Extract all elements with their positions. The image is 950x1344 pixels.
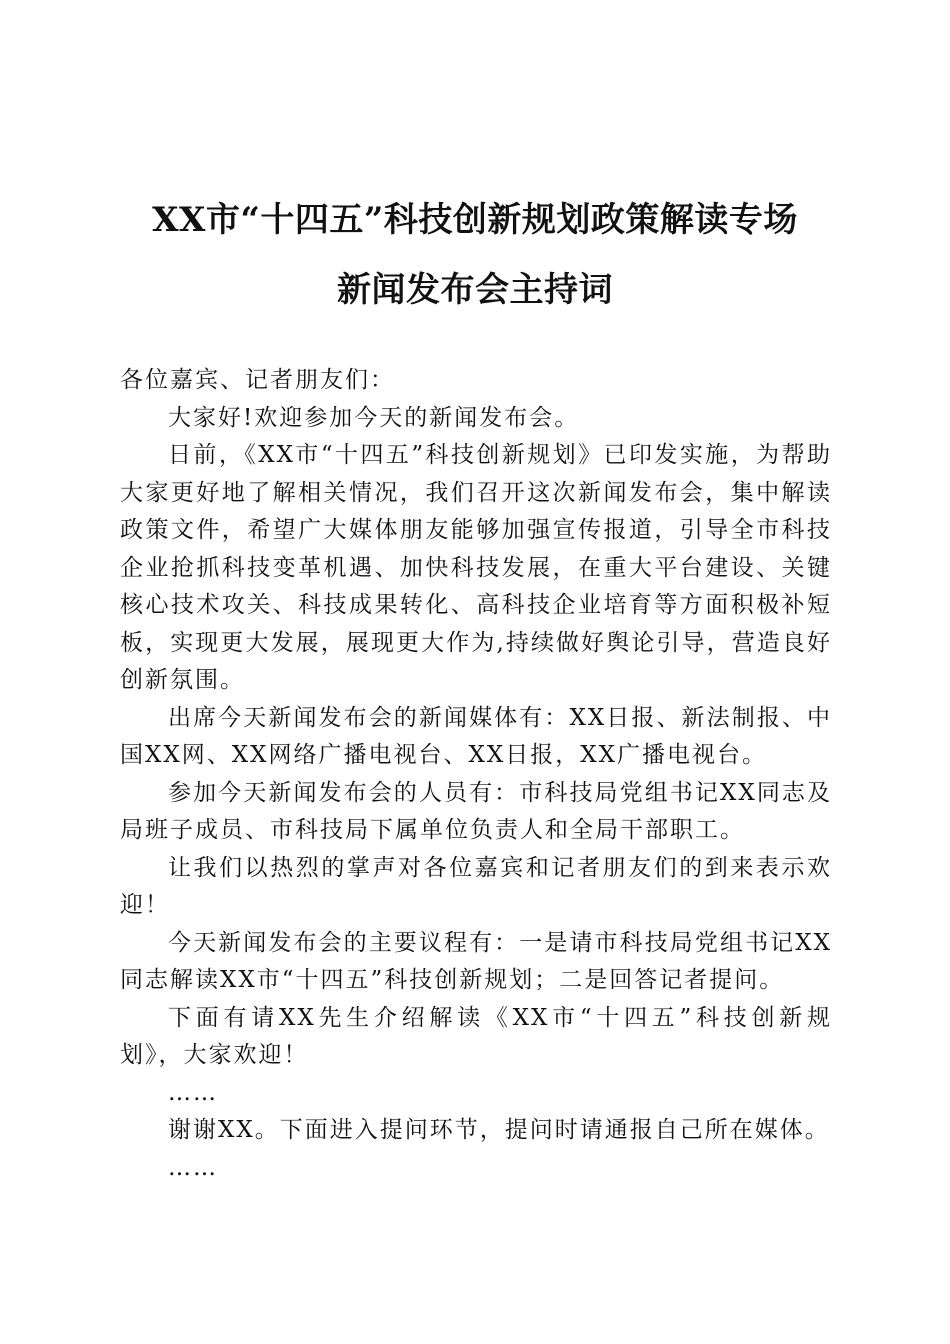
paragraph-welcome: 大家好!欢迎参加今天的新闻发布会。 [168, 404, 580, 431]
paragraph-ellipsis-1: …… [168, 1079, 218, 1106]
paragraph-introduce-speaker: 下面有请XX先生介绍解读《XX市“十四五”科技创新规划》，大家欢迎！ [120, 1004, 832, 1068]
paragraph-qa-intro: 谢谢XX。下面进入提问环节，提问时请通报自己所在媒体。 [168, 1117, 830, 1143]
paragraph-agenda: 今天新闻发布会的主要议程有：一是请市科技局党组书记XX同志解读XX市“十四五”科技创新规划；二是回答记者提问。 [120, 929, 832, 993]
document-title-line-1: XX市“十四五”科技创新规划政策解读专场 [152, 200, 798, 240]
paragraph-ellipsis-2: …… [168, 1154, 218, 1181]
paragraph-applause: 让我们以热烈的掌声对各位嘉宾和记者朋友们的到来表示欢迎！ [120, 854, 832, 918]
document-title-line-2: 新闻发布会主持词 [337, 270, 613, 310]
salutation: 各位嘉宾、记者朋友们： [120, 367, 395, 393]
paragraph-participants: 参加今天新闻发布会的人员有：市科技局党组书记XX同志及局班子成员、市科技局下属单位负责人和全局干部职工。 [120, 779, 832, 843]
paragraph-background: 日前，《XX市“十四五”科技创新规划》已印发实施，为帮助大家更好地了解相关情况，我们召开这次新闻发布会，集中解读政策文件，希望广大媒体朋友能够加强宣传报道，引导全市科技企业抢抓科技变革机遇、加快科技发展，在重大平台建设、关键核心技术攻关、科技成果转化、高科技企业培育等方面积极补短板，实现更大发展，展现更大作为,持续做好舆论引导，营造良好创新氛围。 [120, 442, 832, 693]
paragraph-media-attendees: 出席今天新闻发布会的新闻媒体有：XX日报、新法制报、中国XX网、XX网络广播电视台、XX日报，XX广播电视台。 [120, 704, 832, 768]
document-body [120, 362, 832, 1187]
